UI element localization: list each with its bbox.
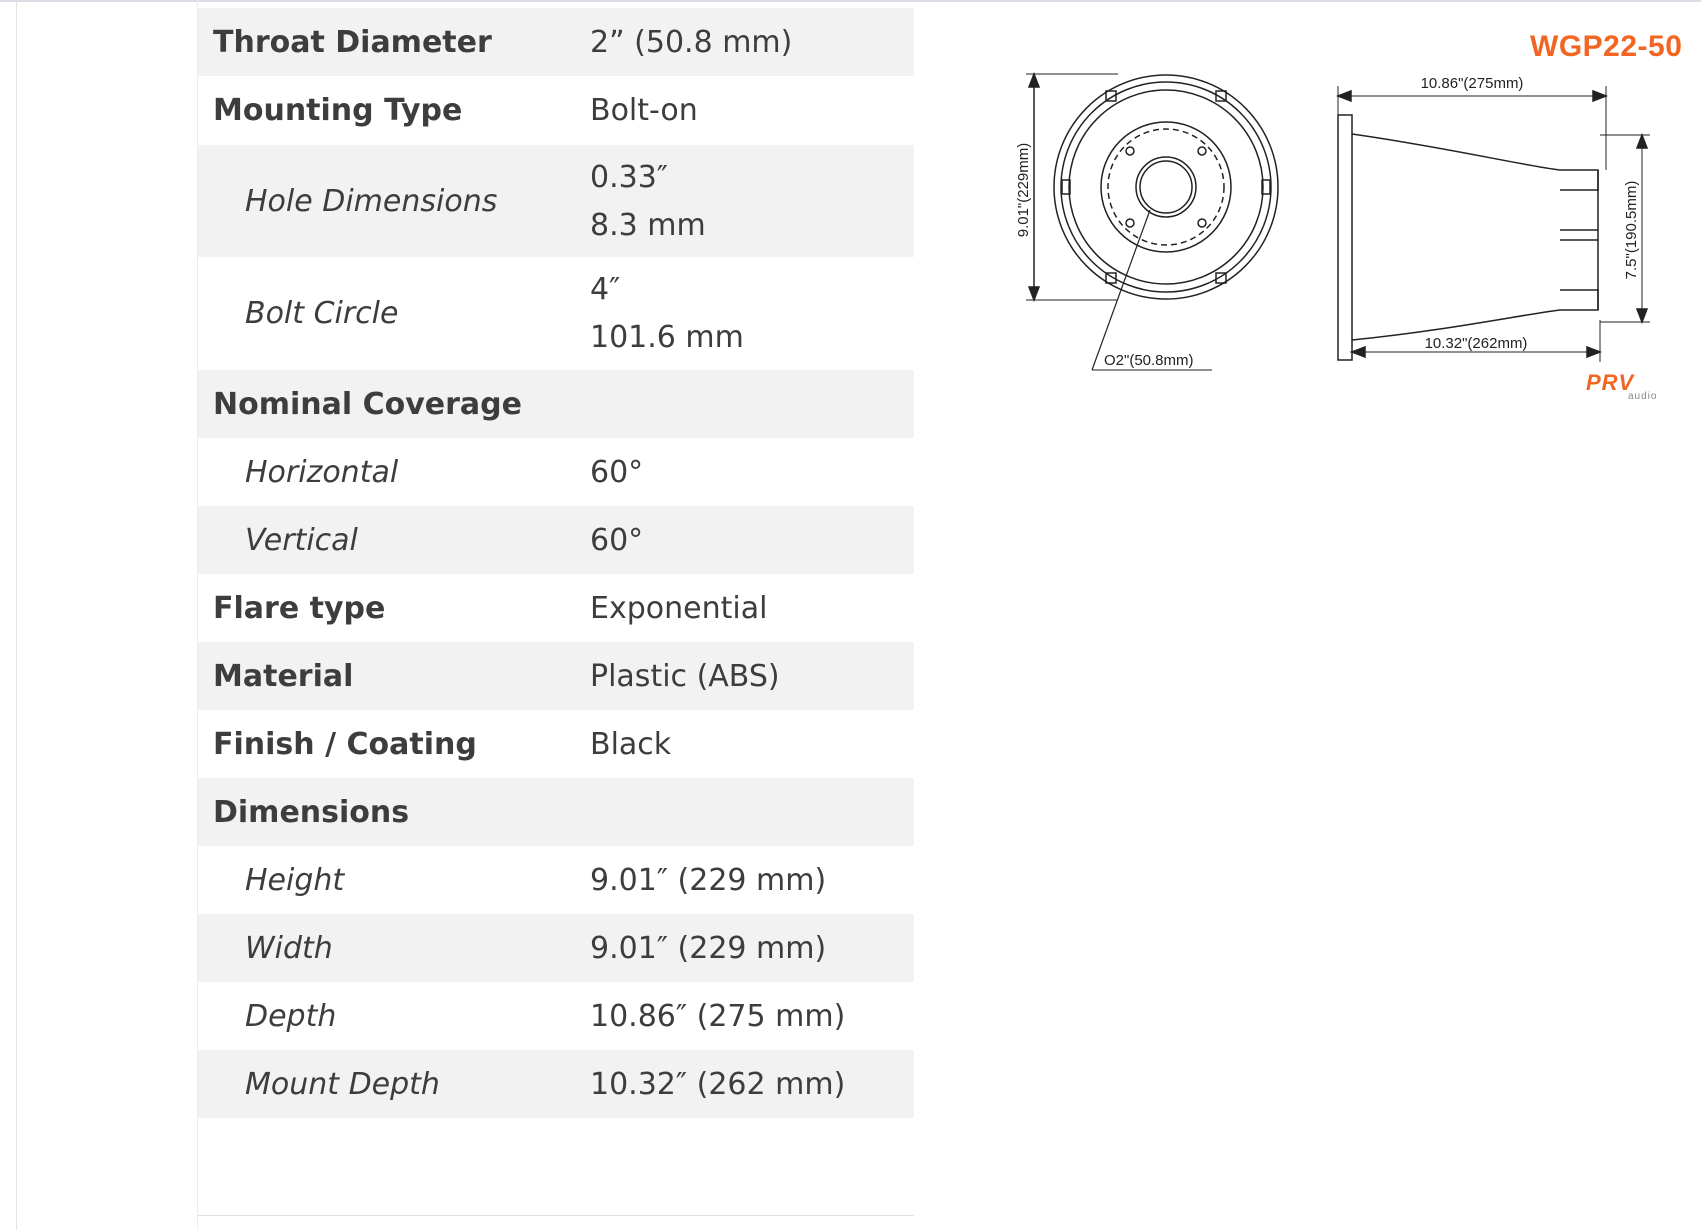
- spec-value-metric: 8.3 mm: [590, 208, 706, 243]
- side-view: [1338, 86, 1650, 362]
- table-bottom-rule: [198, 1215, 914, 1216]
- spec-label: Mount Depth: [245, 1066, 440, 1102]
- spec-row-horizontal: [198, 438, 914, 506]
- spec-label: Material: [213, 658, 354, 694]
- spec-row-material: [198, 642, 914, 710]
- spec-label: Vertical: [245, 522, 358, 558]
- side-height-label: 7.5"(190.5mm): [1623, 180, 1640, 280]
- side-depth-label: 10.86"(275mm): [1420, 75, 1524, 92]
- spec-value: Black: [590, 726, 672, 762]
- spec-label: Mounting Type: [213, 93, 463, 128]
- spec-row-mounting-type: [198, 76, 914, 145]
- spec-value: 10.86″ (275 mm): [590, 998, 846, 1034]
- spec-value: 60°: [590, 522, 644, 558]
- front-outer-rim: [1054, 75, 1278, 299]
- spec-row-hole-dimensions: [198, 145, 914, 257]
- spec-label: Width: [245, 930, 333, 966]
- spec-row-mount-depth: [198, 1050, 914, 1118]
- brand-logo-subtext: audio: [1628, 391, 1658, 402]
- top-border: [0, 0, 1701, 2]
- spec-row-vertical: [198, 506, 914, 574]
- spec-value: 9.01″ (229 mm): [590, 930, 827, 966]
- spec-value: Plastic (ABS): [590, 658, 780, 694]
- spec-label: Dimensions: [213, 794, 410, 830]
- spec-value: 9.01″ (229 mm): [590, 862, 827, 898]
- spec-value-imperial: 0.33″: [590, 160, 669, 195]
- spec-row-depth: [198, 982, 914, 1050]
- front-throat-opening: [1136, 157, 1196, 217]
- spec-row-flare-type: [198, 574, 914, 642]
- brand-logo: PRV: [1586, 370, 1635, 395]
- spec-row-width: [198, 914, 914, 982]
- throat-diameter-label: O2"(50.8mm): [1104, 352, 1194, 369]
- spec-row-dimensions: [198, 778, 914, 846]
- front-height-label: 9.01"(229mm): [1015, 142, 1032, 238]
- spec-table: [198, 8, 914, 1118]
- spec-label: Depth: [245, 998, 337, 1034]
- spec-row-nominal-coverage: [198, 370, 914, 438]
- side-mount-depth-label: 10.32"(262mm): [1424, 335, 1528, 352]
- spec-label: Hole Dimensions: [245, 183, 498, 219]
- side-flange: [1338, 115, 1352, 360]
- spec-label: Horizontal: [245, 454, 399, 490]
- spec-value-metric: 101.6 mm: [590, 320, 744, 355]
- spec-value: Exponential: [590, 590, 768, 626]
- spec-label: Throat Diameter: [213, 24, 492, 60]
- spec-label: Bolt Circle: [245, 296, 399, 331]
- spec-row-finish-coating: [198, 710, 914, 778]
- page-left-border: [16, 0, 17, 1230]
- spec-value-imperial: 4″: [590, 272, 621, 307]
- spec-label: Height: [245, 862, 345, 898]
- spec-label: Nominal Coverage: [213, 386, 522, 422]
- spec-value: 10.32″ (262 mm): [590, 1066, 846, 1102]
- model-title: WGP22-50: [1530, 30, 1683, 63]
- spec-row-throat-diameter: [198, 8, 914, 76]
- spec-value: Bolt-on: [590, 93, 698, 128]
- spec-row-height: [198, 846, 914, 914]
- spec-label: Finish / Coating: [213, 726, 477, 762]
- front-view: [1026, 74, 1278, 370]
- spec-value: 2” (50.8 mm): [590, 24, 793, 60]
- spec-value: 60°: [590, 454, 644, 490]
- spec-row-bolt-circle: [198, 257, 914, 370]
- spec-label: Flare type: [213, 590, 386, 626]
